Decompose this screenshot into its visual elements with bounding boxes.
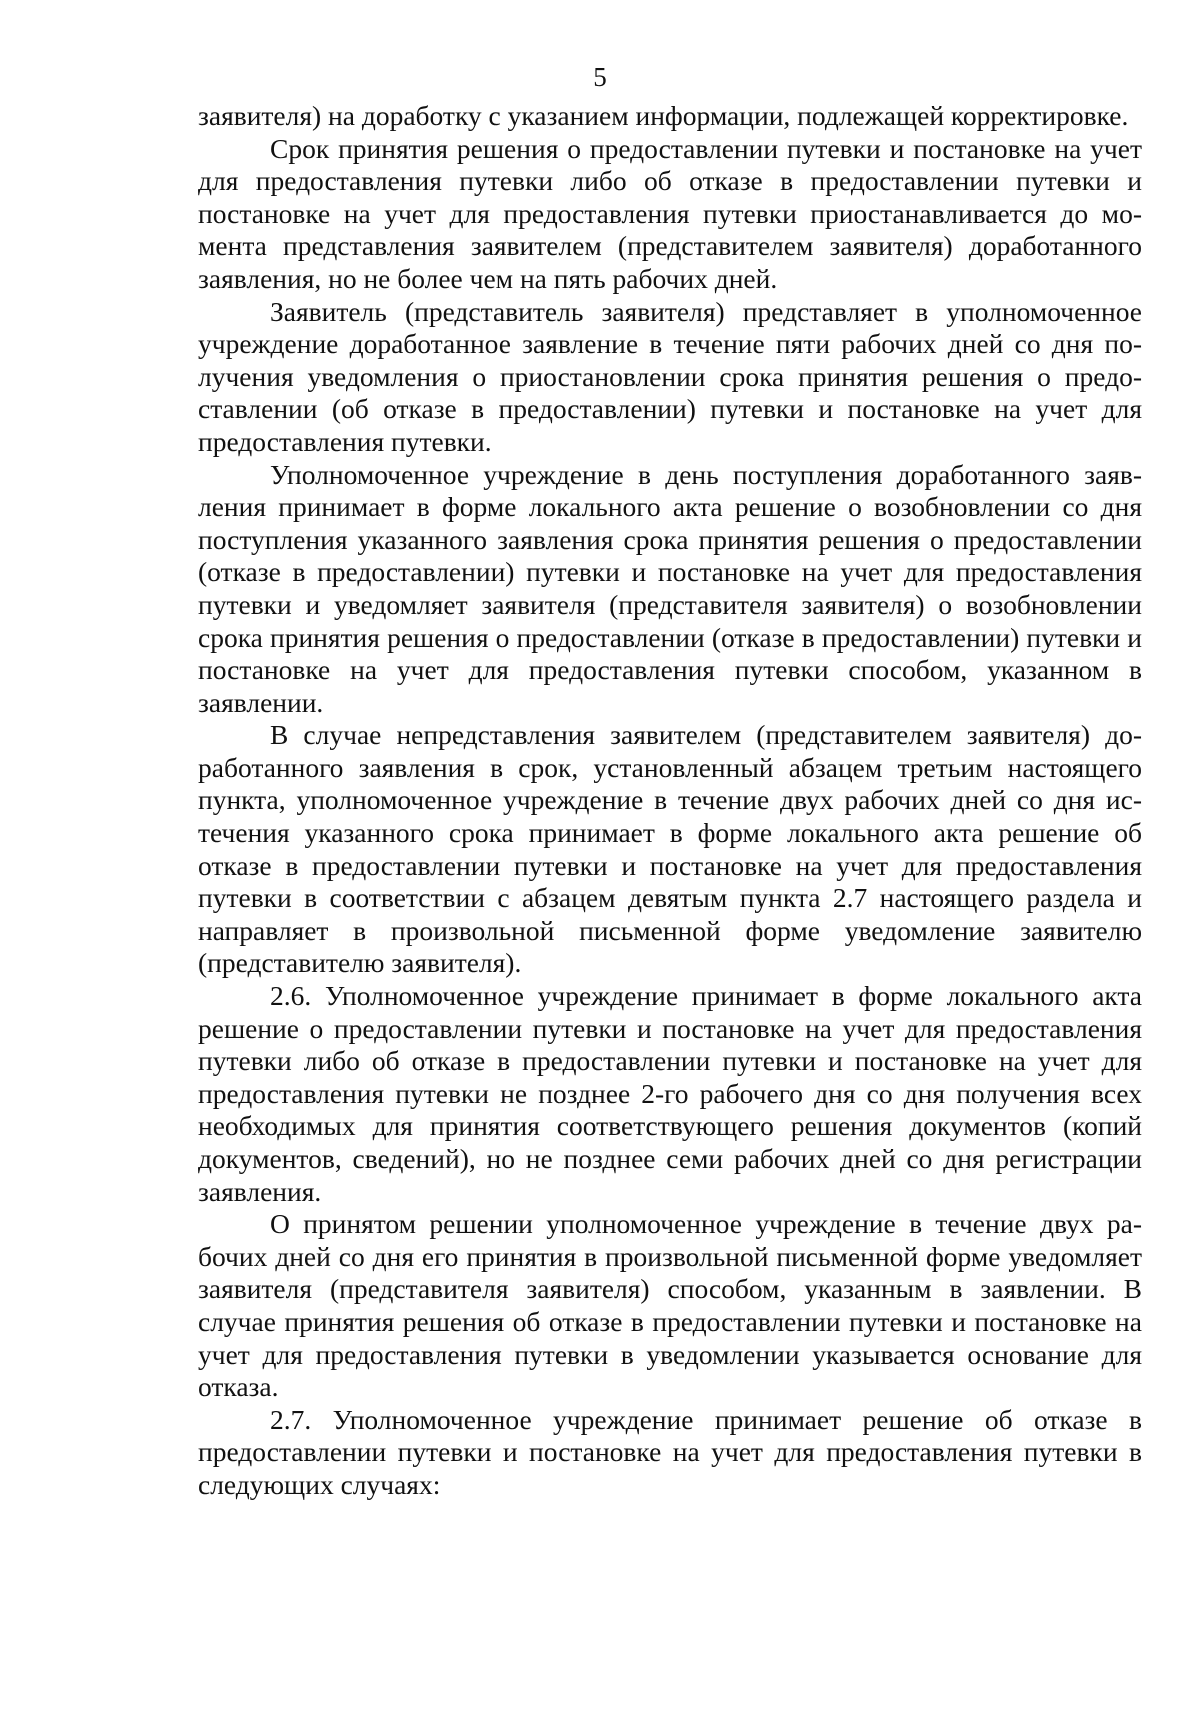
paragraph-decision-deadline-suspension: Срок принятия решения о предоставлении путевки и постановке на учет для предоставления путевки либо об отказе в предоставлении путевки и постановке на учет для предоставления путевки приостанавливается до момента представления заявителем (представителем заявителя) доработанного заявления, но не более чем на пять рабочих дней. — [198, 132, 1142, 294]
paragraph-section-2-7: 2.7. Уполномоченное учреждение принимает решение об отказе в предоставлении путевки и постановке на учет для предоставления путевки в следующих случаях: — [198, 1403, 1142, 1500]
paragraph-section-2-6: 2.6. Уполномоченное учреждение принимает в форме локального акта решение о предоставлении путевки и постановке на учет для предоставления путевки либо об отказе в предоставлении путевки и постановке на учет для предоставления путевки не позднее 2-го рабочего дня со дня получения всех необходимых для принятия соответствующего решения документов (копий документов, сведений), но не позднее семи рабочих дней со дня регистрации заявления. — [198, 980, 1142, 1207]
paragraph-resumption: Уполномоченное учреждение в день поступления доработанного заявления принимает в форме локального акта решение о возобновлении со дня поступления указанного заявления срока принятия решения о предоставлении (отказе в предоставлении) путевки и постановке на учет для предоставления путевки и уведомляет заявителя (представителя заявителя) о возобновлении срока принятия решения о предоставлении (отказе в предоставлении) путевки и постановке на учет для предоставления путевки способом, указанном в заявлении. — [198, 458, 1142, 718]
paragraph-notification: О принятом решении уполномоченное учреждение в течение двух рабочих дней со дня его принятия в произвольной письменной форме уведомляет заявителя (представителя заявителя) способом, указанным в заявлении. В случае принятия решения об отказе в предоставлении путевки и постановке на учет для предоставления путевки в уведомлении указывается основание для отказа. — [198, 1208, 1142, 1403]
page-number: 5 — [593, 62, 607, 92]
document-body — [198, 100, 1142, 1502]
paragraph-non-submission: В случае непредставления заявителем (представителем заявителя) доработанного заявления в срок, установленный абзацем третьим настоящего пункта, уполномоченное учреждение в течение двух рабочих дней со дня истечения указанного срока принимает в форме локального акта решение об отказе в предоставлении путевки и постановке на учет для предоставления путевки в соответствии с абзацем девятым пункта 2.7 настоящего раздела и направляет в произвольной письменной форме уведомление заявителю (представителю заявителя). — [198, 719, 1142, 979]
paragraph-revised-application: Заявитель (представитель заявителя) представляет в уполномоченное учреждение доработанное заявление в течение пяти рабочих дней со дня получения уведомления о приостановлении срока принятия решения о предоставлении (об отказе в предоставлении) путевки и постановке на учет для предоставления путевки. — [198, 295, 1142, 457]
paragraph-continuation: заявителя) на доработку с указанием информации, подлежащей корректировке. — [198, 100, 1129, 131]
